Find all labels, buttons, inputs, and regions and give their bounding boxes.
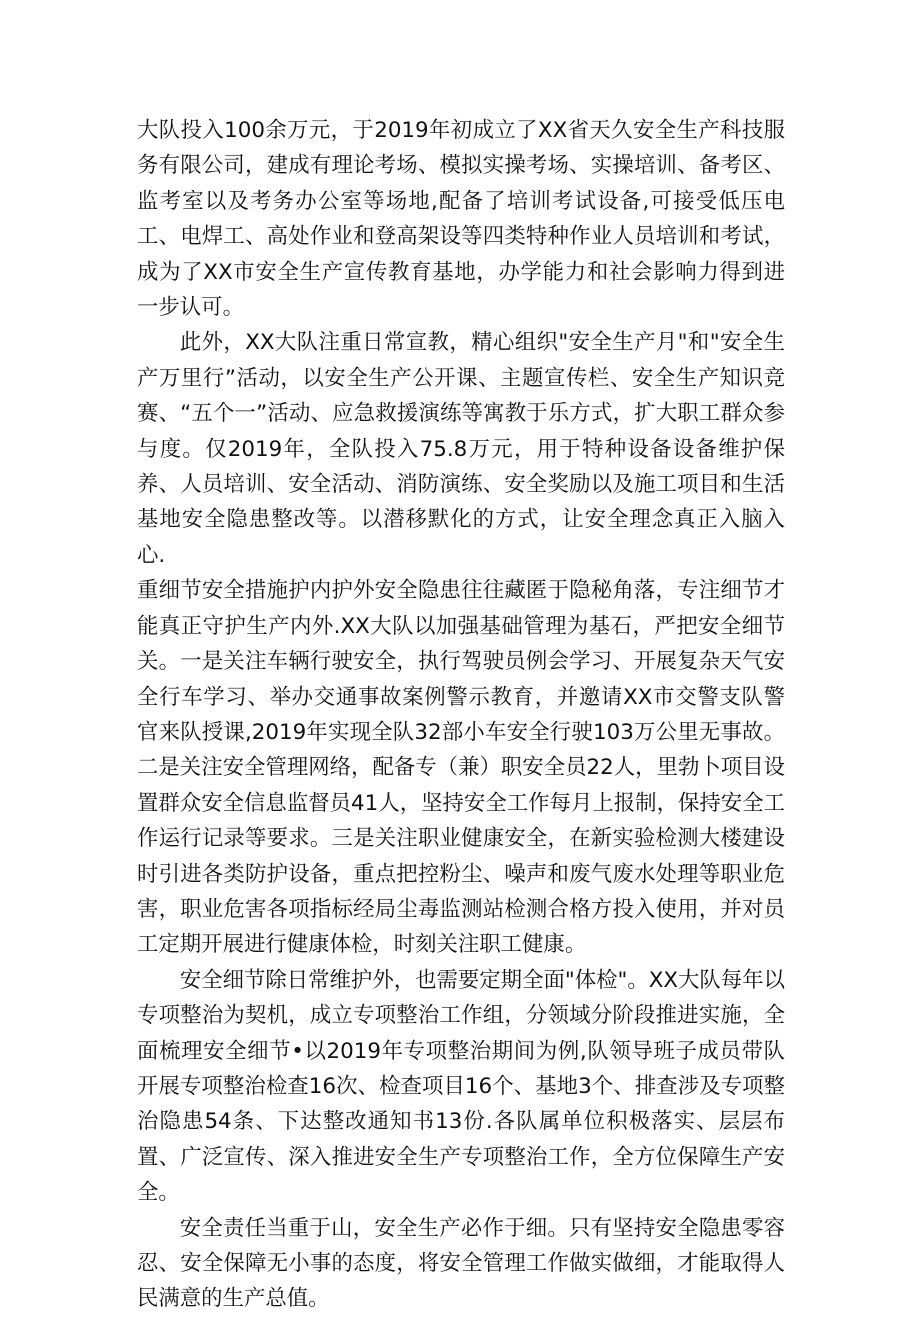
paragraph-4: 安全细节除日常维护外，也需要定期全面"体检"。XX大队每年以专项整治为契机，成立专项整治工作组，分领域分阶段推进实施，全面梳理安全细节•以2019年专项整治期间为例,队领导班子成员带队开展专项整治检查16次、检查项目16个、基地3个、排查涉及专项整治隐患54条、下达整改通知书13份.各队属单位积极落实、层层布置、广泛宣传、深入推进安全生产专项整治工作，全方位保障生产安全。 [137,967,785,1206]
paragraph-1: 大队投入100余万元，于2019年初成立了XX省天久安全生产科技服务有限公司，建成有理论考场、模拟实操考场、实操培训、备考区、监考室以及考务办公室等场地,配备了培训考试设备,可接受低压电工、电焊工、高处作业和登高架设等四类特种作业人员培训和考试，成为了XX市安全生产宣传教育基地，办学能力和社会影响力得到进一步认可。 [137,118,785,321]
paragraph-2: 此外，XX大队注重日常宣教，精心组织"安全生产月"和"安全生产万里行”活动，以安全生产公开课、主题宣传栏、安全生产知识竞赛、“五个一”活动、应急救援演练等寓教于乐方式，扩大职工群众参与度。仅2019年，全队投入75.8万元，用于特种设备设备维护保养、人员培训、安全活动、消防演练、安全奖励以及施工项目和生活基地安全隐患整改等。以潜移默化的方式，让安全理念真正入脑入心. [137,330,785,568]
paragraph-5: 安全责任当重于山，安全生产必作于细。只有坚持安全隐患零容忍、安全保障无小事的态度，将安全管理工作做实做细，才能取得人民满意的生产总值。 [137,1215,785,1312]
document-body [137,113,785,1317]
paragraph-3: 重细节安全措施护内护外安全隐患往往藏匿于隐秘角落，专注细节才能真正守护生产内外.XX大队以加强基础管理为基石，严把安全细节关。一是关注车辆行驶安全，执行驾驶员例会学习、开展复杂天气安全行车学习、举办交通事故案例警示教育，并邀请XX市交警支队警官来队授课,2019年实现全队32部小车安全行驶103万公里无事故。二是关注安全管理网络，配备专（兼）职安全员22人，里勃卜项目设置群众安全信息监督员41人，坚持安全工作每月上报制，保持安全工作运行记录等要求。三是关注职业健康安全，在新实验检测大楼建设时引进各类防护设备，重点把控粉尘、噪声和废气废水处理等职业危害，职业危害各项指标经局尘毒监测站检测合格方投入使用，并对员工定期开展进行健康体检，时刻关注职工健康。 [137,578,785,958]
